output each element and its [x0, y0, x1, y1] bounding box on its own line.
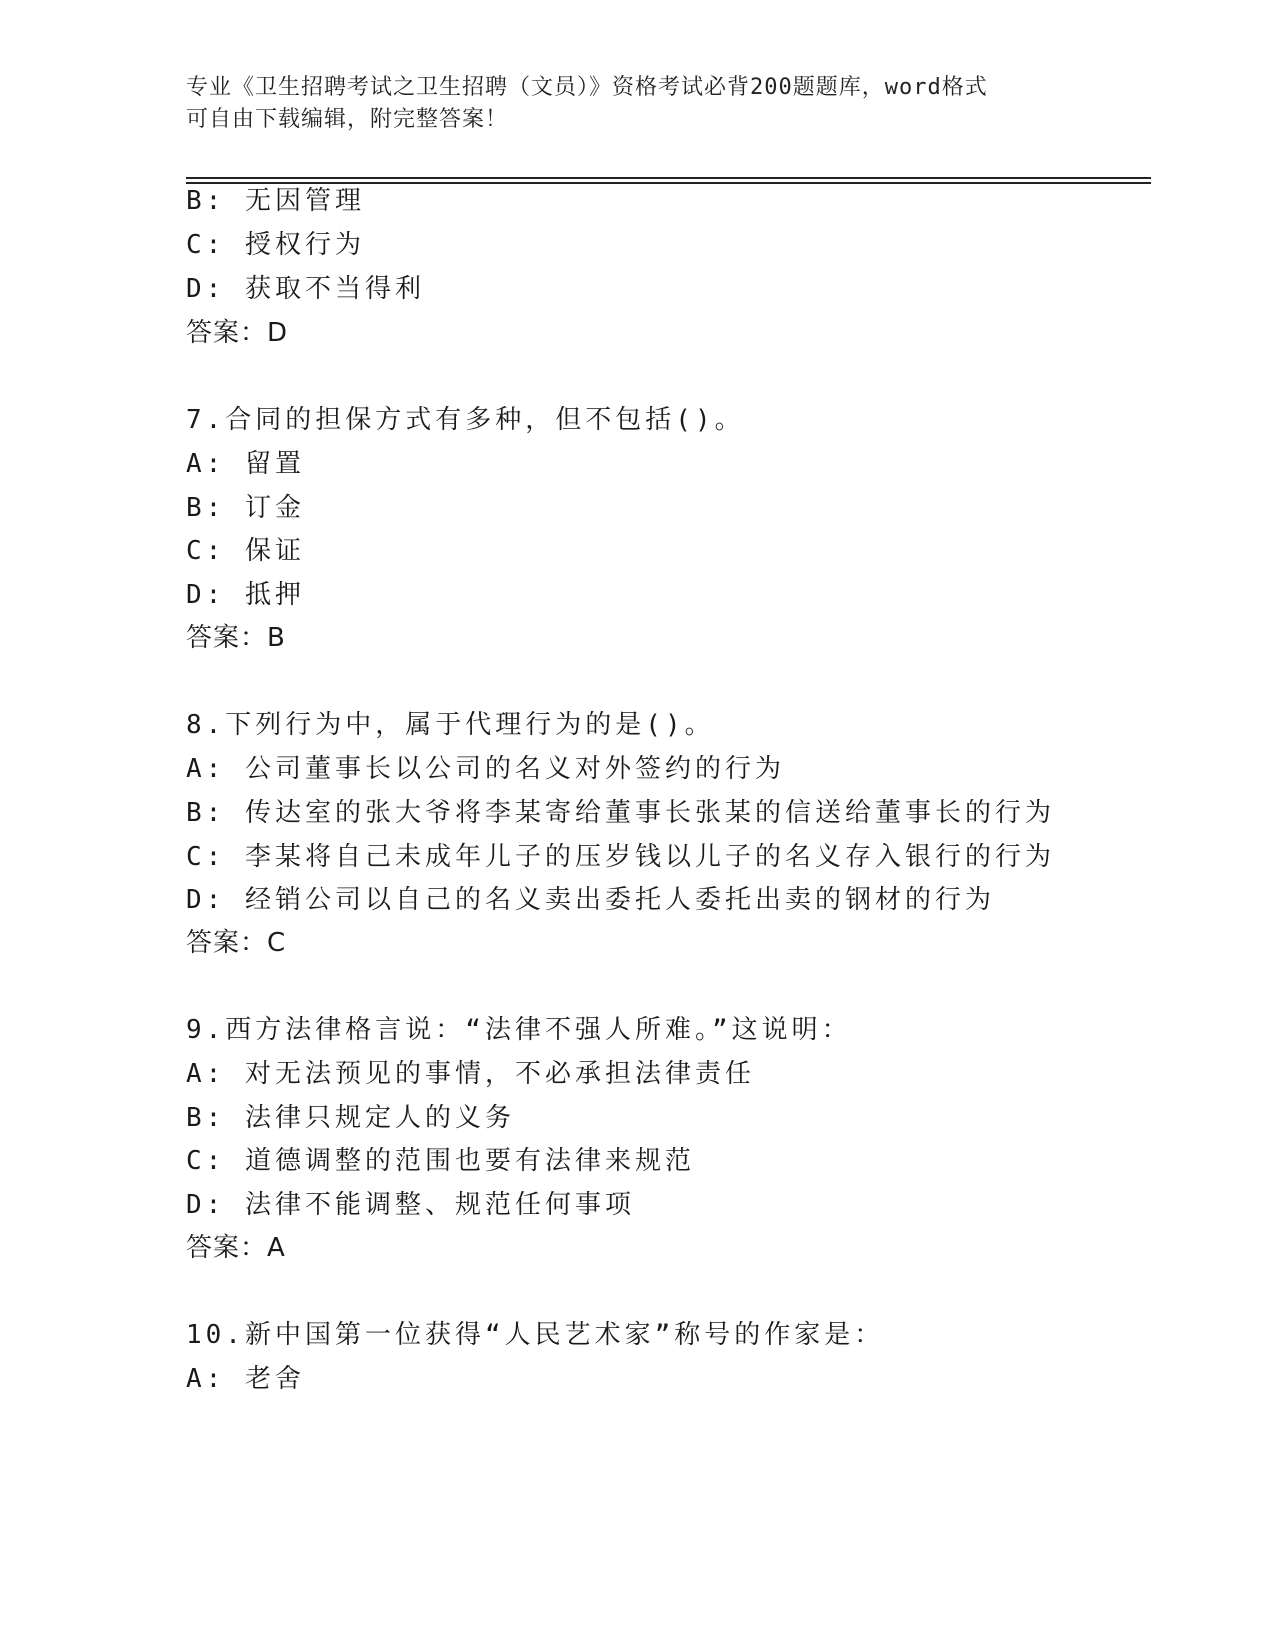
- header-line-2: 可自由下载编辑，附完整答案！: [186, 107, 509, 132]
- q6-option-d: D: 获取不当得利: [186, 274, 425, 304]
- q9-option-d: D: 法律不能调整、规范任何事项: [186, 1190, 635, 1220]
- q7-option-c: C: 保证: [186, 536, 305, 566]
- document-header: [186, 72, 1066, 136]
- header-line-1: 专业《卫生招聘考试之卫生招聘（文员）》资格考试必背200题题库，word格式: [186, 75, 988, 100]
- q8-option-a: A: 公司董事长以公司的名义对外签约的行为: [186, 754, 785, 784]
- q9-stem: 9.西方法律格言说：“法律不强人所难。”这说明：: [186, 1015, 852, 1045]
- header-rule-top: [186, 177, 1151, 179]
- q9-answer: 答案：A: [186, 1233, 286, 1263]
- q8-stem: 8.下列行为中，属于代理行为的是()。: [186, 710, 715, 740]
- q8-option-b: B: 传达室的张大爷将李某寄给董事长张某的信送给董事长的行为: [186, 798, 1055, 828]
- q8-answer: 答案：C: [186, 928, 287, 958]
- q9-option-b: B: 法律只规定人的义务: [186, 1103, 515, 1133]
- q6-answer: 答案：D: [186, 318, 289, 348]
- q10-stem: 10.新中国第一位获得“人民艺术家”称号的作家是：: [186, 1320, 885, 1350]
- q7-answer: 答案：B: [186, 623, 286, 653]
- q9-option-a: A: 对无法预见的事情，不必承担法律责任: [186, 1059, 755, 1089]
- q8-option-d: D: 经销公司以自己的名义卖出委托人委托出卖的钢材的行为: [186, 885, 995, 915]
- q7-option-d: D: 抵押: [186, 580, 305, 610]
- q7-option-a: A: 留置: [186, 449, 305, 479]
- q10-option-a: A: 老舍: [186, 1364, 305, 1394]
- q7-stem: 7.合同的担保方式有多种，但不包括()。: [186, 405, 745, 435]
- q6-option-c: C: 授权行为: [186, 230, 365, 260]
- q6-option-b: B: 无因管理: [186, 186, 365, 216]
- q9-option-c: C: 道德调整的范围也要有法律来规范: [186, 1146, 695, 1176]
- q7-option-b: B: 订金: [186, 493, 305, 523]
- q8-option-c: C: 李某将自己未成年儿子的压岁钱以儿子的名义存入银行的行为: [186, 842, 1055, 872]
